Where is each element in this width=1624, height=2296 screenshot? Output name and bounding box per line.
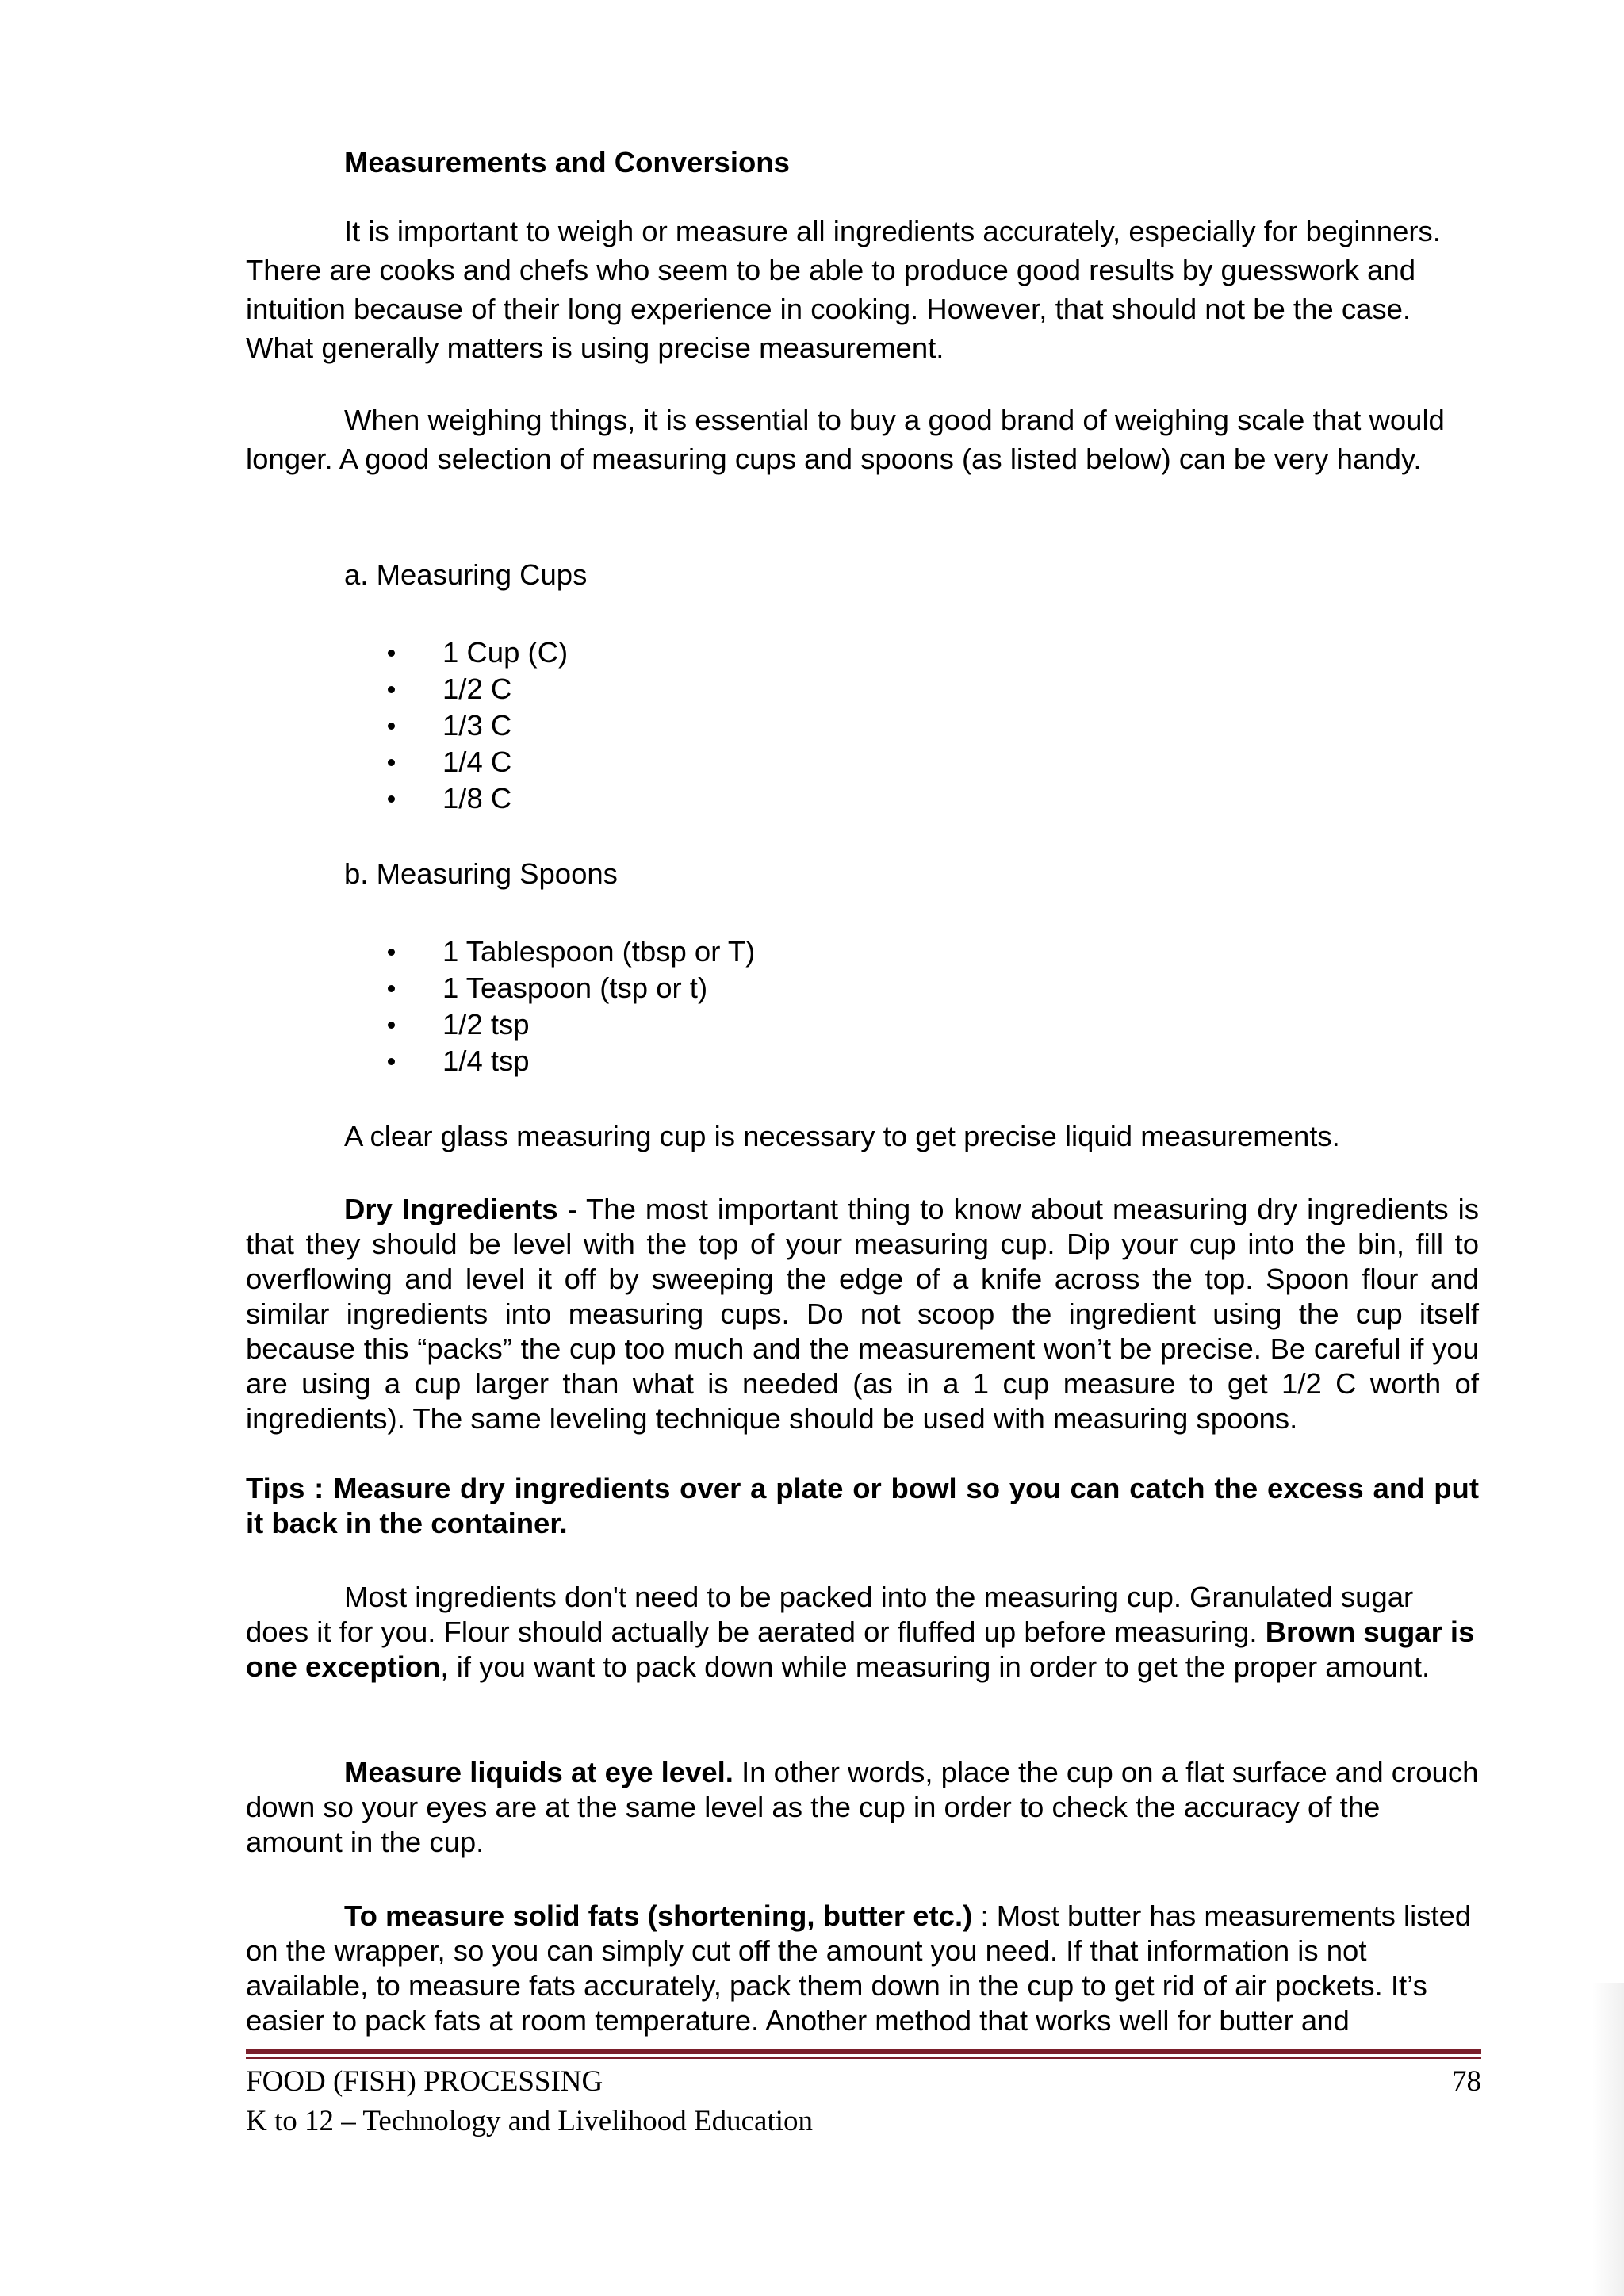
dry-ingredients-paragraph xyxy=(246,1192,1479,1436)
measuring-cups-label: a. Measuring Cups xyxy=(344,558,588,591)
liquids-title: Measure liquids at eye level. xyxy=(344,1756,733,1788)
page-number: 78 xyxy=(1452,2065,1481,2098)
list-item: 1 Cup (C) xyxy=(344,634,568,671)
liquids-paragraph xyxy=(246,1755,1479,1860)
list-item: 1/4 tsp xyxy=(344,1043,755,1079)
list-item: 1/8 C xyxy=(344,780,568,817)
glass-cup-note: A clear glass measuring cup is necessary to get precise liquid measurements. xyxy=(344,1120,1340,1152)
list-item: 1 Teaspoon (tsp or t) xyxy=(344,970,755,1006)
solid-fats-text: : Most butter has measurements listed on the wrapper, so you can simply cut off the amount you need. If that information is not available, to measure fats accurately, pack them down in the cup to get rid of air pockets. It’s easier to pack fats at room temperature. Another method that works well for butter and xyxy=(246,1899,1472,2037)
solid-fats-title: To measure solid fats (shortening, butter etc.) xyxy=(344,1899,973,1932)
packing-text-1: Most ingredients don't need to be packed into the measuring cup. Granulated sugar does it for you. Flour should actually be aerated or fluffed up before measuring. xyxy=(246,1581,1414,1648)
list-item: 1/4 C xyxy=(344,744,568,780)
brown-sugar-exception: Brown sugar is one exception xyxy=(246,1616,1475,1683)
intro-paragraph-2: When weighing things, it is essential to buy a good brand of weighing scale that would longer. A good selection of measuring cups and spoons (as listed below) can be very handy. xyxy=(246,404,1445,475)
packing-paragraph xyxy=(246,1580,1479,1685)
dry-ingredients-title: Dry Ingredients xyxy=(344,1193,558,1225)
measuring-spoons-list xyxy=(344,933,755,1079)
dry-ingredients-text: - The most important thing to know about measuring dry ingredients is that they should be level with the top of your measuring cup. Dip your cup into the bin, fill to overflowing and level it off by sweeping the edge of a knife across the top. Spoon flour and similar ingredients into measuring cups. Do not scoop the ingredient using the cup itself because this “packs” the cup too much and the measurement won’t be precise. Be careful if you are using a cup larger than what is needed (as in a 1 cup measure to get 1/2 C worth of ingredients). The same leveling technique should be used with measuring spoons. xyxy=(246,1193,1479,1435)
footer-divider-thin xyxy=(246,2057,1481,2059)
list-item: 1/3 C xyxy=(344,707,568,744)
footer-title: FOOD (FISH) PROCESSING xyxy=(246,2065,603,2098)
footer-divider-thick xyxy=(246,2049,1481,2054)
packing-text-2: , if you want to pack down while measuring in order to get the proper amount. xyxy=(440,1650,1431,1683)
measuring-spoons-label: b. Measuring Spoons xyxy=(344,857,618,890)
tips-paragraph: Tips : Measure dry ingredients over a plate or bowl so you can catch the excess and put it back in the container. xyxy=(246,1472,1479,1539)
section-heading: Measurements and Conversions xyxy=(344,146,790,178)
measuring-cups-list xyxy=(344,634,568,817)
list-item: 1/2 tsp xyxy=(344,1006,755,1043)
list-item: 1/2 C xyxy=(344,671,568,707)
footer-subtitle: K to 12 – Technology and Livelihood Education xyxy=(246,2105,814,2137)
solid-fats-paragraph xyxy=(246,1899,1479,2038)
intro-paragraph-1: It is important to weigh or measure all ingredients accurately, especially for beginners. There are cooks and chefs who seem to be able to produce good results by guesswork and intuition because of their long experience in cooking. However, that should not be the case. What generally matters is using precise measurement. xyxy=(246,215,1441,364)
list-item: 1 Tablespoon (tbsp or T) xyxy=(344,933,755,970)
page-edge-shadow xyxy=(1592,1983,1624,2296)
liquids-text: In other words, place the cup on a flat surface and crouch down so your eyes are at the same level as the cup in order to check the accuracy of the amount in the cup. xyxy=(246,1756,1479,1858)
